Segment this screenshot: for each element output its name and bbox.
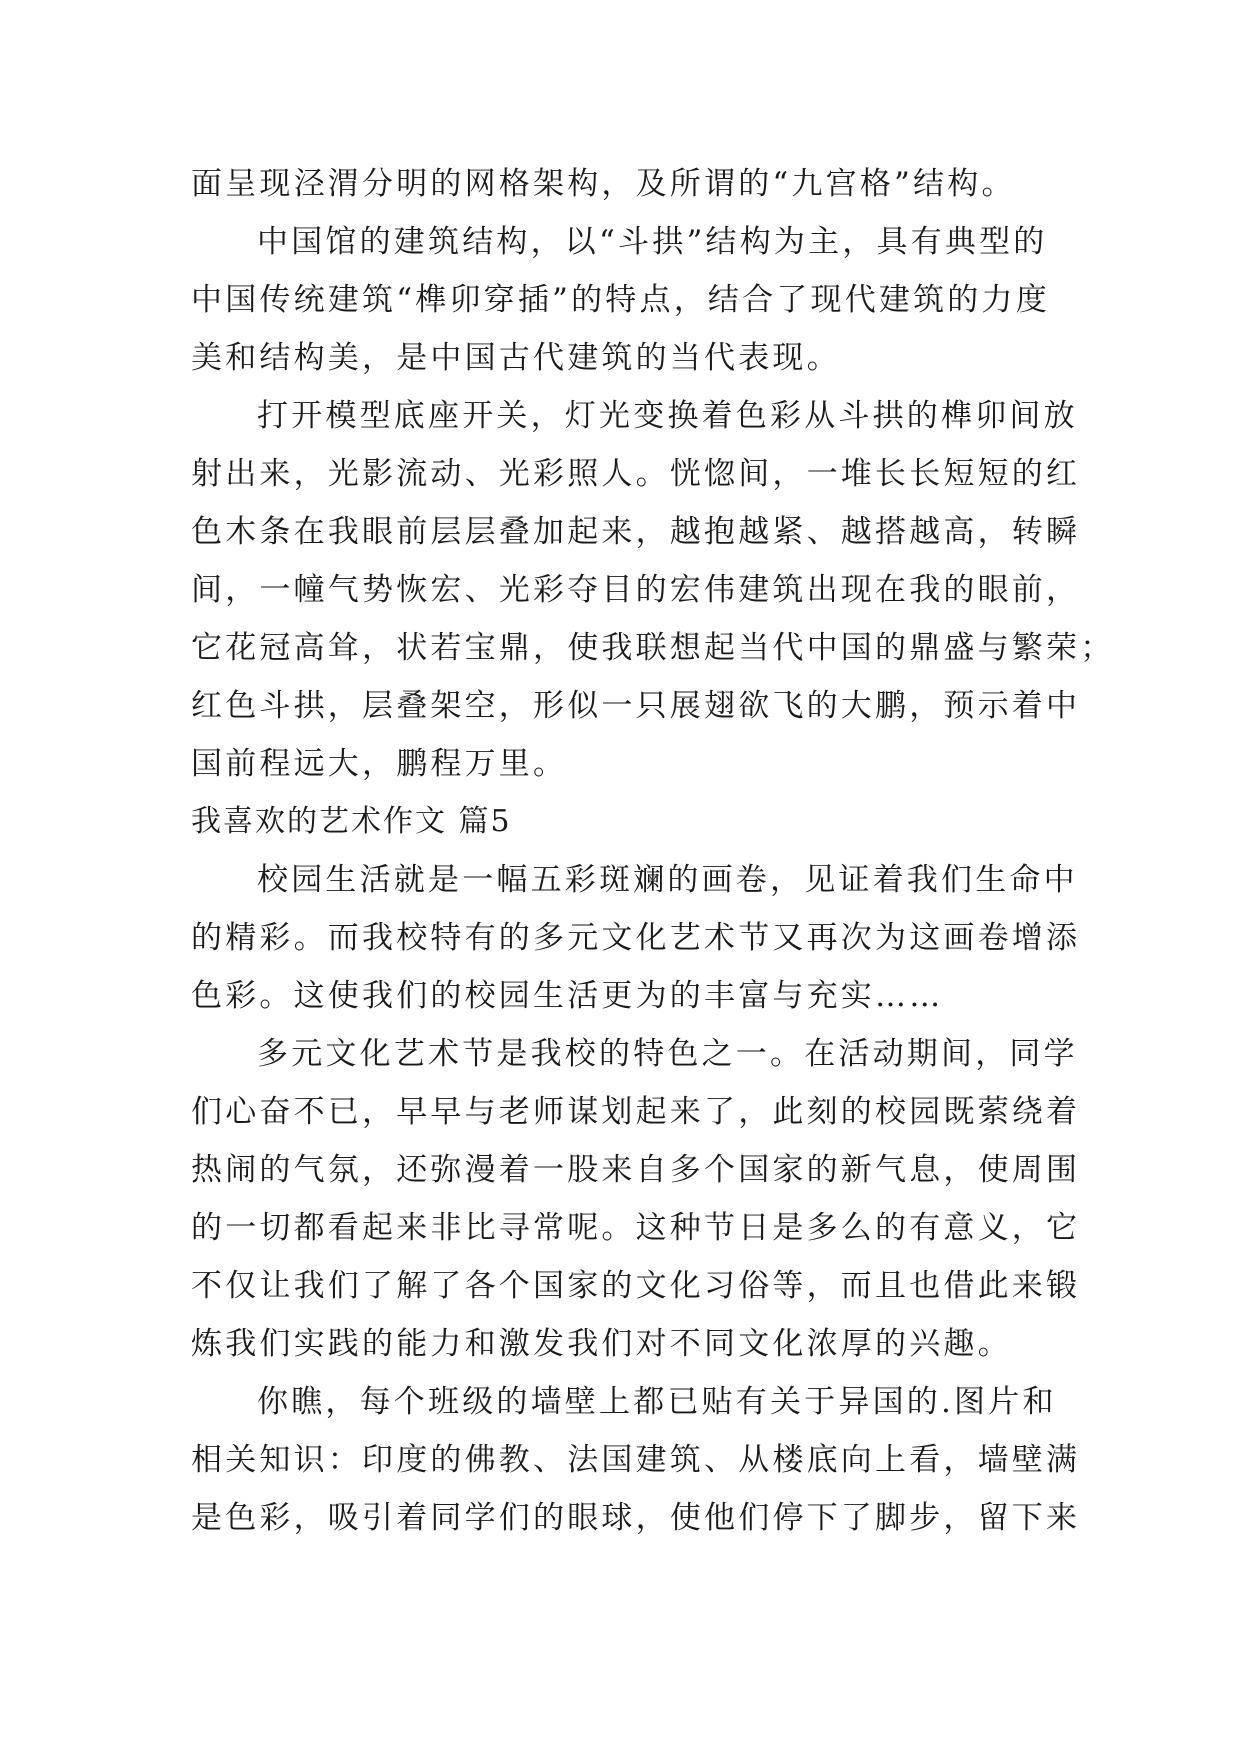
paragraph-start-line: 多元文化艺术节是我校的特色之一。在活动期间，同学 [257, 1036, 1078, 1072]
text-line: 相关知识：印度的佛教、法国建筑、从楼底向上看，墙壁满 [191, 1442, 1081, 1478]
text-line: 面呈现泾渭分明的网格架构，及所谓的“九宫格”结构。 [191, 166, 1016, 202]
document-body [191, 155, 1115, 1547]
text-line: 国前程远大，鹏程万里。 [191, 746, 568, 782]
text-line: 色彩。这使我们的校园生活更为的丰富与充实…… [191, 978, 944, 1014]
paragraph-start-line: 中国馆的建筑结构，以“斗拱”结构为主，具有典型的 [257, 224, 1048, 260]
text-line: 的精彩。而我校特有的多元文化艺术节又再次为这画卷增添 [191, 920, 1081, 956]
text-line: 红色斗拱，层叠架空，形似一只展翅欲飞的大鹏，预示着中 [191, 688, 1081, 724]
text-line: 热闹的气氛，还弥漫着一股来自多个国家的新气息，使周围 [191, 1152, 1081, 1188]
text-line: 色木条在我眼前层层叠加起来，越抱越紧、越搭越高，转瞬 [191, 514, 1081, 550]
text-line: 们心奋不已，早早与老师谋划起来了，此刻的校园既萦绕着 [191, 1094, 1081, 1130]
paragraph-start-line: 打开模型底座开关，灯光变换着色彩从斗拱的榫卯间放 [257, 398, 1078, 434]
text-line: 射出来，光影流动、光彩照人。恍惚间，一堆长长短短的红 [191, 456, 1081, 492]
text-line: 是色彩，吸引着同学们的眼球，使他们停下了脚步，留下来 [191, 1500, 1081, 1536]
text-line: 炼我们实践的能力和激发我们对不同文化浓厚的兴趣。 [191, 1326, 1012, 1362]
paragraph-start-line: 校园生活就是一幅五彩斑斓的画卷，见证着我们生命中 [257, 862, 1078, 898]
text-line: 不仅让我们了解了各个国家的文化习俗等，而且也借此来锻 [191, 1268, 1081, 1304]
text-line: 它花冠高耸，状若宝鼎，使我联想起当代中国的鼎盛与繁荣； [191, 630, 1115, 666]
paragraph-start-line: 你瞧，每个班级的墙壁上都已贴有关于异国的.图片和 [257, 1384, 1057, 1420]
section-heading: 我喜欢的艺术作文 篇5 [191, 804, 512, 839]
text-line: 间，一幢气势恢宏、光彩夺目的宏伟建筑出现在我的眼前， [191, 572, 1081, 608]
text-line: 美和结构美，是中国古代建筑的当代表现。 [191, 340, 841, 376]
text-line: 的一切都看起来非比寻常呢。这种节日是多么的有意义，它 [191, 1210, 1081, 1246]
text-line: 中国传统建筑“榫卯穿插”的特点，结合了现代建筑的力度 [191, 282, 1050, 318]
